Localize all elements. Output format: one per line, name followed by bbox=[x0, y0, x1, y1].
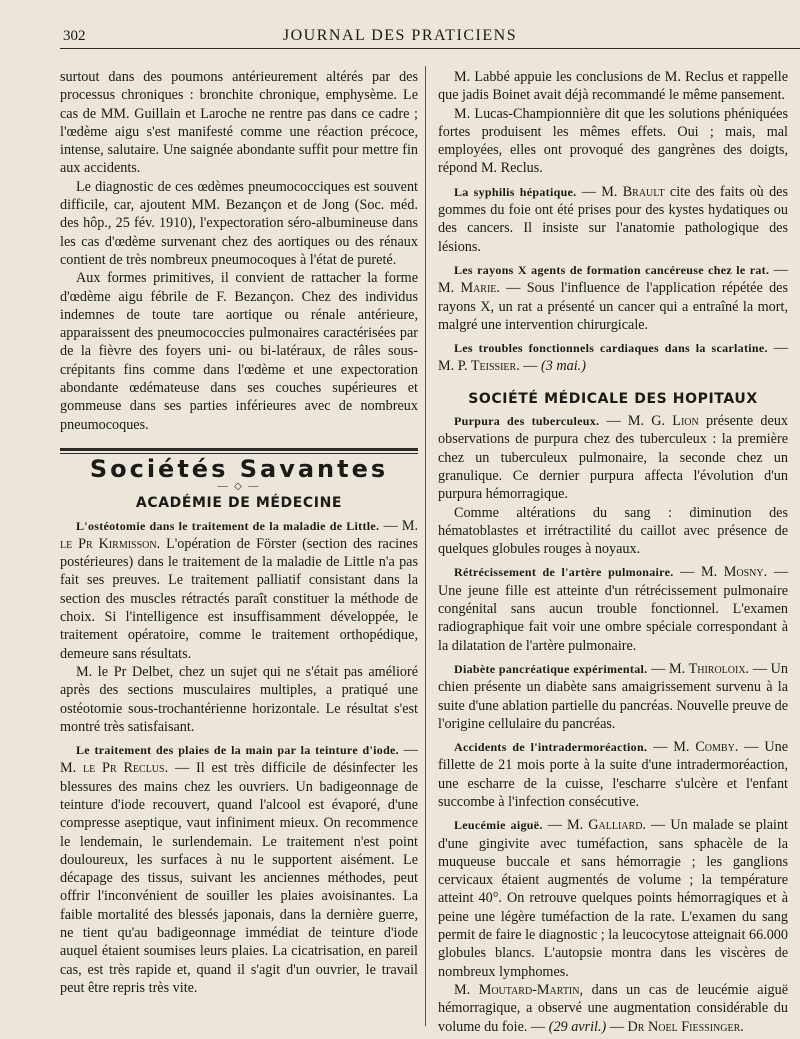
article-text: Un chien présente un diabète sans amaigrissement survenu à la suite d'une ablation partielle du pancréas. Nouvelle preuve de l'origine cellulaire du pancréas. bbox=[438, 660, 788, 732]
article-author: M. P. Teissier. bbox=[438, 358, 520, 375]
article-title: Leucémie aiguë. bbox=[454, 818, 543, 833]
article: Rétrécissement de l'artère pulmonaire. — M. Mosny. — Une jeune fille est atteinte d'un rétrécissement pulmonaire congénital sans aucun trouble fonctionnel. L'examen radiographique fait voir une ombre spéciale correspondant à la dilatation de l'artère pulmonaire. bbox=[438, 564, 789, 654]
article-text: Il est très difficile de désinfecter les blessures des mains chez les ouvriers. Un badigeonnage de teinture d'iode recouvert, quand l'alcool est évaporé, d'une compresse aseptique, vaut infiniment mieux. On recommence le lendemain, le surlendemain. Le traitement n'est point douloureux, les surfaces à nu le supportent aisément. Le décapage des tissus, suivant les anciennes méthodes, peut offrir l'inconvénient de souiller les plaies avoisinantes. La faible mortalité des blessés japonais, dans la dernière guerre, ne tient qu'au badigeonnage immédiat de teinture d'iode auquel étaient soumises leurs plaies. La cicatrisation, en pareil cas, est très rapide et, quand il s'agit d'un ouvrier, le travail peut être repris très vite. bbox=[60, 760, 418, 996]
signature: Dr Noel Fiessinger. bbox=[627, 1018, 744, 1035]
page-header bbox=[0, 24, 800, 48]
right-column bbox=[438, 68, 788, 1036]
section-title: Sociétés Savantes bbox=[89, 454, 389, 483]
paragraph: M. Lucas-Championnière dit que les solutions phéniquées fortes produisent les mêmes effets. Oui ; mais, mal employées, elles ont provoqué des gangrènes des doigts, répond M. Reclus. bbox=[438, 105, 788, 177]
article-title: Le traitement des plaies de la main par la teinture d'iode. bbox=[76, 743, 399, 758]
article-text: Une fillette de 21 mois porte à la suite d'une intradermoréaction, une escharre de la cuisse, l'escharre s'ulcère et l'enfant succombe à l'infection consécutive. bbox=[438, 739, 788, 810]
paragraph: M. Labbé appuie les conclusions de M. Reclus et rappelle que jadis Boinet avait déjà recommandé le même pansement. bbox=[438, 69, 788, 104]
article-text: Sous l'influence de l'application répétée des rayons X, un rat a présenté un cancer qui a entraîné la mort, malgré une intervention chirurgicale. bbox=[438, 280, 788, 333]
article: L'ostéotomie dans le traitement de la maladie de Little. — M. le Pr Kirmisson. L'opération de Förster (section des racines postérieures) dans le traitement de la maladie de Little n'a pas fait ses preuves. Le traitement palliatif consistant dans la section des muscles rétractés paraît constituer la méthode de choix. Si l'intelligence est insuffisamment développée, le traitement opératoire, comme le traitement orthopédique, demeure sans résultats. bbox=[60, 517, 419, 662]
article-author: M. G. Lion bbox=[627, 413, 699, 430]
article-date: (29 avril.) bbox=[548, 1018, 607, 1035]
article-text: cite des faits où des gommes du foie ont été prises pour des kystes hydatiques ou des cancers. Il insiste sur l'anatomie pathologique des lésions. bbox=[438, 183, 788, 255]
article-text: dans un cas de leucémie aiguë hémorragique, a observé une augmentation considérable du volume du foie. bbox=[438, 981, 789, 1035]
article-author: M. Thiroloix. bbox=[668, 660, 750, 677]
article-author: M. le Pr Reclus. bbox=[60, 760, 169, 777]
subsection-title: ACADÉMIE DE MÉDECINE bbox=[135, 495, 343, 512]
page-number: 302 bbox=[63, 28, 86, 44]
article-text: Un malade se plaint d'une gingivite avec tuméfaction, sans sphacèle de la muqueuse buccale et sans hémorragie ; les ganglions cervicaux étaient augmentés de volume ; la température atteint 40°. On retrouve quelques points hémorragiques et à peine une légère tuméfaction de la rate. L'examen du sang permit de faire le diagnostic ; la leucocytose atteignait 66.000 globules blancs. L'autopsie montra dans les viscères de nombreux lymphomes. bbox=[438, 817, 789, 980]
article-title: L'ostéotomie dans le traitement de la maladie de Little. bbox=[76, 518, 380, 533]
article-author: M. Mosny. bbox=[700, 564, 768, 581]
article: Les rayons X agents de formation cancéreuse chez le rat. — M. Marie. — Sous l'influence de l'application répétée des rayons X, un rat a présenté un cancer qui a entraîné la mort, malgré une intervention chirurgicale. bbox=[438, 261, 788, 333]
article: La syphilis hépatique. — M. Brault cite des faits où des gommes du foie ont été prises pour des kystes hydatiques ou des cancers. Il insiste sur l'anatomie pathologique des lésions. bbox=[438, 183, 788, 255]
ornament: — ◇ — bbox=[217, 481, 261, 493]
article: Les troubles fonctionnels cardiaques dans la scarlatine. — M. P. Teissier. — (3 mai.) bbox=[438, 340, 788, 375]
article-author: M. Comby. bbox=[673, 739, 739, 756]
article-title: La syphilis hépatique. bbox=[454, 184, 577, 199]
article: Accidents de l'intradermoréaction. — M. Comby. — Une fillette de 21 mois porte à la suite d'une intradermoréaction, une escharre de la cuisse, l'escharre s'ulcère et l'enfant succombe à l'infection consécutive. bbox=[438, 739, 788, 810]
article-text: Une jeune fille est atteinte d'un rétrécissement pulmonaire congénital sans aucun trouble fonctionnel. L'examen radiographique fait voir une ombre spéciale correspondant à la dilatation de l'artère pulmonaire. bbox=[438, 582, 788, 654]
subsection-title: SOCIÉTÉ MÉDICALE DES HOPITAUX bbox=[468, 390, 758, 407]
paragraph: Aux formes primitives, il convient de rattacher la forme d'œdème aigu fébrile de F. Bezançon. Chez des individus indemnes de toute tare aortique ou rénale antérieure, apparaissent des pneumococcies pulmonaires caractérisées par de la fièvre des foyers uni- ou bi-latéraux, de râles sous-crépitants fins comme dans l'œdème et une expectoration abondante œdémateuse dans ses couches supérieures et gommeuse dans ses parties inférieures avec de nombreux pneumocoques. bbox=[60, 270, 418, 433]
left-column bbox=[60, 68, 418, 997]
paragraph: Comme altérations du sang : diminution des hématoblastes et irrétractilité du caillot avec présence de quelques globules rouges à noyaux. bbox=[438, 504, 788, 558]
article-title: Accidents de l'intradermoréaction. bbox=[454, 740, 648, 755]
article-title: Purpura des tuberculeux. bbox=[454, 414, 600, 429]
article: Diabète pancréatique expérimental. — M. Thiroloix. — Un chien présente un diabète sans amaigrissement survenu à la suite d'une ablation partielle du pancréas. Nouvelle preuve de l'origine cellulaire du pancréas. bbox=[438, 660, 788, 732]
article: Leucémie aiguë. — M. Galliard. — Un malade se plaint d'une gingivite avec tuméfaction, sans sphacèle de la muqueuse buccale et sans hémorragie ; les ganglions cervicaux étaient augmentés de volume ; la température atteint 40°. On retrouve quelques points hémorragiques et à peine une légère tuméfaction de la rate. L'examen du sang permit de faire le diagnostic ; la leucocytose atteignait 66.000 globules blancs. L'autopsie montra dans les viscères de nombreux lymphomes. bbox=[438, 817, 789, 980]
article-title: Rétrécissement de l'artère pulmonaire. bbox=[454, 565, 674, 580]
article: Le traitement des plaies de la main par la teinture d'iode. — M. le Pr Reclus. — Il est très difficile de désinfecter les blessures des mains chez les ouvriers. Un badigeonnage de teinture d'iode recouvert, quand l'alcool est évaporé, d'une compresse aseptique, vaut infiniment mieux. On recommence le lendemain, le surlendemain. Le traitement n'est point douloureux, les surfaces à nu le supportent aisément. Le décapage des tissus, suivant les anciennes méthodes, peut offrir l'inconvénient de souiller les plaies avoisinantes. La faible mortalité des blessés japonais, dans la dernière guerre, ne tient qu'au badigeonnage immédiat de teinture d'iode auquel étaient soumises leurs plaies. La cicatrisation, en pareil cas, est très rapide et, quand il s'agit d'un ouvrier, le travail peut être repris très vite. bbox=[60, 742, 418, 996]
section-rule-top bbox=[60, 448, 418, 451]
running-title: JOURNAL DES PRATICIENS bbox=[282, 27, 518, 44]
article-title: Les troubles fonctionnels cardiaques dans la scarlatine. bbox=[454, 341, 768, 356]
article: Purpura des tuberculeux. — M. G. Lion présente deux observations de purpura chez des tuberculeux : la première chez un tuberculeux pulmonaire, la seconde chez un granulique. Ce dernier purpura affecta l'évolution d'un purpura hémorragique. bbox=[438, 413, 789, 503]
article-author: M. Galliard. bbox=[567, 817, 646, 834]
article-text: L'opération de Förster (section des racines postérieures) dans le traitement de la maladie de Little n'a pas fait ses preuves. Le traitement palliatif consistant dans la section des muscles rétractés paraît constituer la méthode de choix. Si l'intelligence est insuffisamment développée, le traitement opératoire, comme le traitement orthopédique, demeure sans résultats. bbox=[60, 535, 418, 662]
paragraph: M. le Pr Delbet, chez un sujet qui ne s'était pas amélioré après des sections musculaires multiples, a pratiqué une ostéotomie sous-trochantérienne horizontale. Le résultat s'est montré très satisfaisant. bbox=[60, 663, 418, 735]
article-date: (3 mai.) bbox=[541, 358, 586, 375]
article-title: Diabète pancréatique expérimental. bbox=[454, 661, 648, 676]
article-author: M. Brault bbox=[601, 183, 665, 200]
paragraph: Le diagnostic de ces œdèmes pneumococciques est souvent difficile, car, ajoutent MM. Bezançon et de Jong (Soc. méd. des hôp., 25 fév. 1910), l'expectoration séro-albumineuse dans les cas d'œdème survenant chez des aortiques ou des rénaux contient de très nombreux pneumocoques à l'état de pureté. bbox=[60, 178, 418, 268]
paragraph: M. Moutard-Martin, dans un cas de leucémie aiguë hémorragique, a observé une augmentation considérable du volume du foie. — (29 avril.) — Dr Noel Fiessinger. bbox=[438, 981, 789, 1035]
section-rule bbox=[60, 453, 418, 454]
article-author: M. Moutard-Martin, bbox=[454, 981, 584, 998]
article-text: présente deux observations de purpura chez des tuberculeux : la première chez un tuberculeux pulmonaire, la seconde chez un granulique. Ce dernier purpura affecta l'évolution d'un purpura hémorragique. bbox=[438, 413, 789, 503]
column-divider bbox=[425, 66, 426, 1026]
article-title: Les rayons X agents de formation cancéreuse chez le rat. bbox=[454, 262, 770, 277]
header-rule bbox=[60, 48, 800, 49]
article-author: M. le Pr Kirmisson. bbox=[60, 517, 419, 552]
paragraph: surtout dans des poumons antérieurement altérés par des processus chroniques : bronchite chronique, emphysème. Le cas de MM. Guillain et Laroche ne rentre pas dans ce cadre ; l'œdème aigu s'est manifesté comme une réaction précoce, intense, salutaire. Une saignée abondante suffit pour mettre fin aux accidents. bbox=[60, 69, 418, 177]
article-author: M. Marie. bbox=[438, 280, 500, 297]
